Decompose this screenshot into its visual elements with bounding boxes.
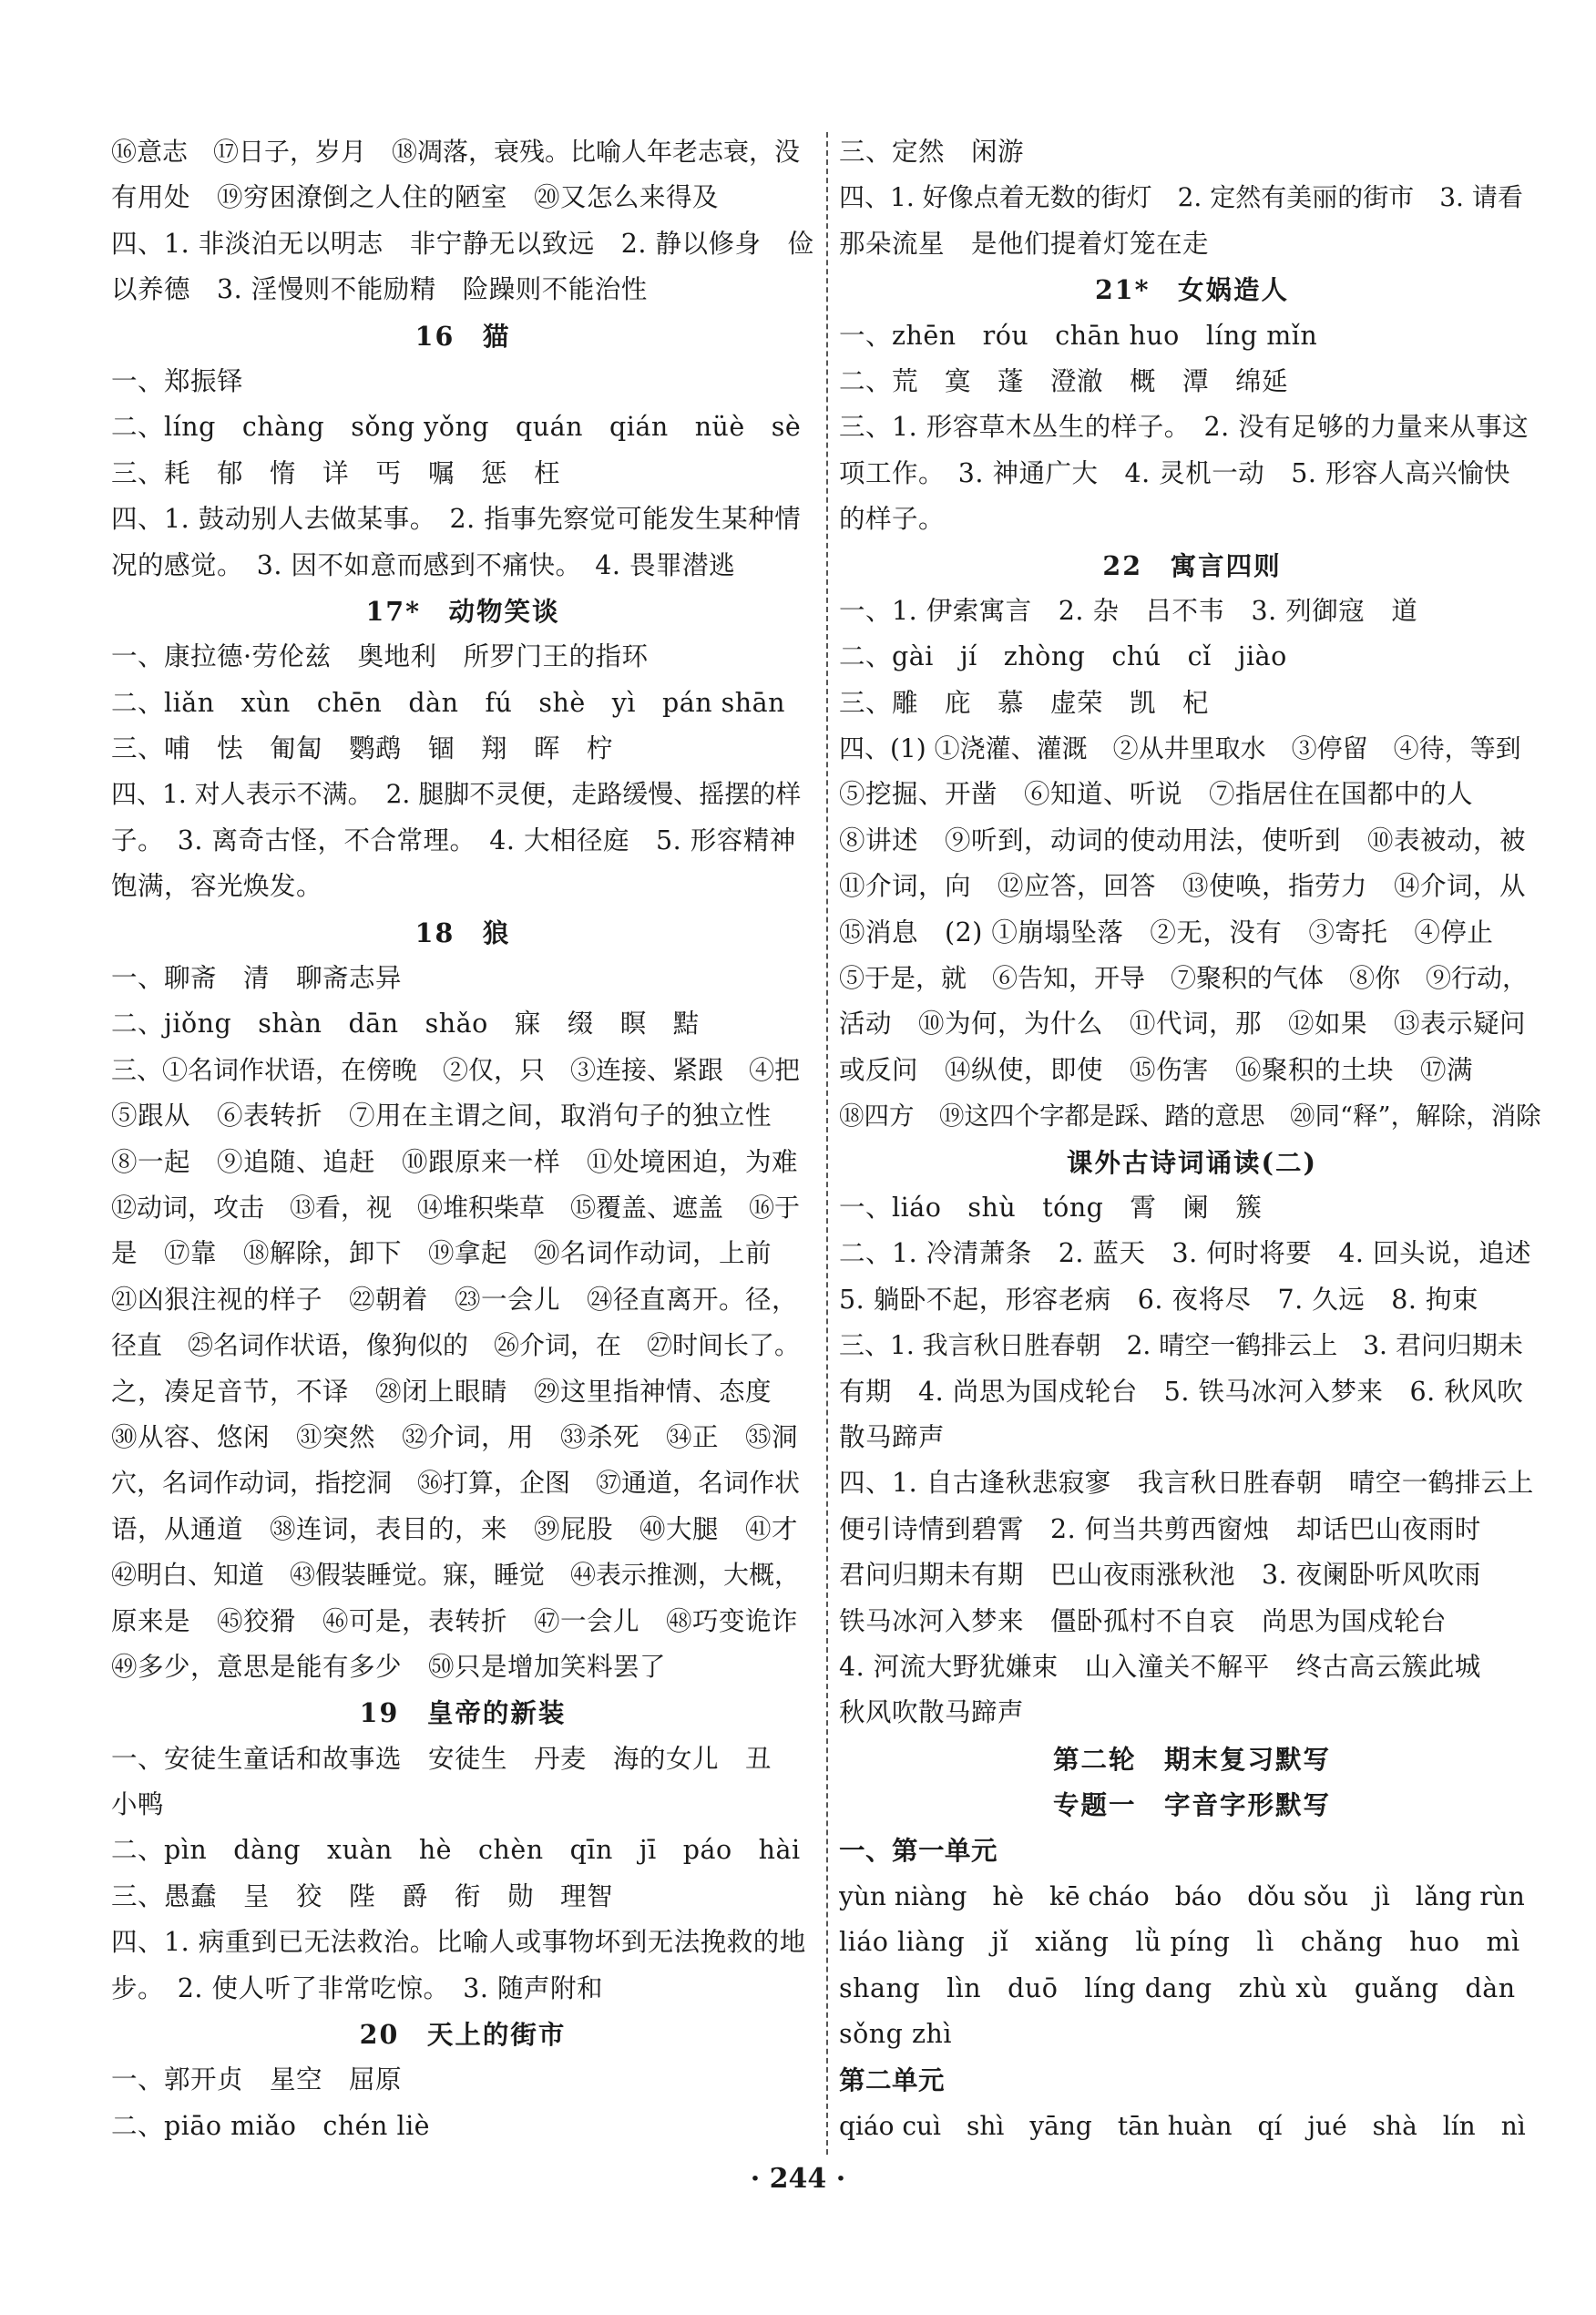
answer-line: 有用处 ⑲穷困潦倒之人住的陋室 ⑳又怎么来得及 xyxy=(111,182,720,213)
answer-line: 一、郑振铎 xyxy=(111,365,244,396)
answer-line: 一、郭开贞 星空 屈原 xyxy=(111,2064,403,2095)
answer-line: 有期 4. 尚思为国戍轮台 5. 铁马冰河入梦来 6. 秋风吹 xyxy=(839,1376,1524,1407)
answer-line: 三、愚蠢 呈 狡 陛 爵 衔 勋 理智 xyxy=(111,1880,614,1911)
answer-line: 四、(1) ①浇灌、灌溉 ②从井里取水 ③停留 ④待，等到 xyxy=(839,733,1521,764)
answer-line: 铁马冰河入梦来 僵卧孤村不自哀 尚思为国戍轮台 xyxy=(839,1605,1448,1636)
answer-line: ⑮消息 (2) ①崩塌坠落 ②无，没有 ③寄托 ④停止 xyxy=(839,917,1494,948)
answer-line: 第二单元 xyxy=(839,2064,946,2096)
answer-line: 二、荒 寞 蓬 澄澈 概 潭 绵延 xyxy=(839,365,1289,396)
answer-line: 项工作。 3. 神通广大 4. 灵机一动 5. 形容人高兴愉快 xyxy=(839,457,1511,488)
answer-line: 活动 ⑩为何，为什么 ⑪代词，那 ⑫如果 ⑬表示疑问 xyxy=(839,1009,1527,1040)
answer-line: ⑱四方 ⑲这四个字都是踩、踏的意思 ⑳同“释”，解除，消除 xyxy=(839,1101,1541,1132)
answer-line: liáo liàng jǐ xiǎng lǜ píng lì chǎng huo mì xyxy=(839,1927,1520,1958)
section-heading: 20 天上的街市 xyxy=(359,2019,567,2051)
column-divider xyxy=(826,132,828,2155)
answer-line: 一、1. 伊索寓言 2. 杂 吕不韦 3. 列御寇 道 xyxy=(839,595,1418,626)
answer-line: 三、1. 我言秋日胜春朝 2. 晴空一鹤排云上 3. 君问归期未 xyxy=(839,1330,1523,1361)
answer-line: ⑪介词，向 ⑫应答，回答 ⑬使唤，指劳力 ⑭介词，从 xyxy=(839,871,1527,902)
answer-line: ㊾多少，意思是能有多少 ㊿只是增加笑料罢了 xyxy=(111,1651,667,1682)
answer-line: 之，凑足音节，不译 ㉘闭上眼睛 ㉙这里指神情、态度 xyxy=(111,1376,772,1407)
answer-line: 饱满，容光焕发。 xyxy=(111,871,323,902)
answer-line: shang lìn duō líng dang zhù xù guǎng dàn xyxy=(839,1972,1516,2003)
answer-line: ⑤于是，就 ⑥告知，开导 ⑦聚积的气体 ⑧你 ⑨行动， xyxy=(839,963,1529,994)
answer-line: 三、1. 形容草木丛生的样子。 2. 没有足够的力量来从事这 xyxy=(839,412,1530,443)
answer-line: 三、雕 庇 慕 虚荣 凯 杞 xyxy=(839,687,1210,718)
answer-line: 君问归期未有期 巴山夜雨涨秋池 3. 夜阑卧听风吹雨 xyxy=(839,1560,1481,1591)
section-heading: 17* 动物笑谈 xyxy=(365,595,560,627)
answer-line: qiáo cuì shì yāng tān huàn qí jué shà lín nì xyxy=(839,2110,1526,2141)
answer-line: 一、liáo shù tóng 霄 阑 簇 xyxy=(839,1192,1263,1223)
answer-line: 况的感觉。 3. 因不如意而感到不痛快。 4. 畏罪潜逃 xyxy=(111,549,736,580)
answer-line: 四、1. 自古逢秋悲寂寥 我言秋日胜春朝 晴空一鹤排云上 xyxy=(839,1468,1534,1499)
answer-line: 5. 躺卧不起，形容老病 6. 夜将尽 7. 久远 8. 拘束 xyxy=(839,1284,1479,1315)
answer-line: 一、第一单元 xyxy=(839,1835,998,1867)
answer-line: ⑤跟从 ⑥表转折 ⑦用在主谓之间，取消句子的独立性 xyxy=(111,1101,772,1132)
answer-line: 一、zhēn róu chān huo líng mǐn xyxy=(839,320,1318,351)
answer-line: 秋风吹散马蹄声 xyxy=(839,1697,1025,1728)
answer-line: 三、①名词作状语，在傍晚 ②仅，只 ③连接、紧跟 ④把 xyxy=(111,1054,801,1085)
answer-line: 二、pìn dàng xuàn hè chèn qīn jī páo hài xyxy=(111,1835,801,1866)
right-column xyxy=(839,129,1545,2149)
answer-line: 一、康拉德·劳伦兹 奥地利 所罗门王的指环 xyxy=(111,641,649,672)
answer-line: 三、定然 闲游 xyxy=(839,137,1025,167)
answer-line: 语，从通道 ㊳连词，表目的，来 ㊴屁股 ㊵大腿 ㊶才 xyxy=(111,1513,799,1544)
answer-line: ⑧讲述 ⑨听到，动词的使动用法，使听到 ⑩表被动，被 xyxy=(839,825,1527,855)
answer-line: ⑤挖掘、开凿 ⑥知道、听说 ⑦指居住在国都中的人 xyxy=(839,779,1474,810)
answer-line: ⑫动词，攻击 ⑬看，视 ⑭堆积柴草 ⑮覆盖、遮盖 ⑯于 xyxy=(111,1192,801,1223)
answer-line: 步。 2. 使人听了非常吃惊。 3. 随声附和 xyxy=(111,1972,604,2003)
section-heading: 21* 女娲造人 xyxy=(1094,274,1290,306)
section-heading: 16 猫 xyxy=(414,320,511,352)
answer-line: ㊷明白、知道 ㊸假装睡觉。寐，睡觉 ㊹表示推测，大概， xyxy=(111,1560,801,1591)
section-heading: 19 皇帝的新装 xyxy=(359,1697,567,1729)
answer-line: sǒng zhì xyxy=(839,2019,952,2050)
answer-line: yùn niàng hè kē cháo báo dǒu sǒu jì lǎng rùn xyxy=(839,1880,1525,1911)
answer-line: 三、耗 郁 惰 详 丐 嘱 惩 枉 xyxy=(111,457,561,488)
answer-line: 二、jiǒng shàn dān shǎo 寐 缀 瞑 黠 xyxy=(111,1009,700,1040)
answer-line: 二、líng chàng sǒng yǒng quán qián nüè sè xyxy=(111,412,802,443)
answer-line: 三、哺 怯 匍匐 鹦鹉 锢 翔 晖 柠 xyxy=(111,733,614,764)
section-heading: 22 寓言四则 xyxy=(1102,549,1282,581)
section-heading: 第二轮 期末复习默写 xyxy=(1052,1743,1331,1775)
answer-line: ㉚从容、悠闲 ㉛突然 ㉜介词，用 ㉝杀死 ㉞正 ㉟洞 xyxy=(111,1421,799,1452)
answer-line: 或反问 ⑭纵使，即使 ⑮伤害 ⑯聚积的土块 ⑰满 xyxy=(839,1054,1474,1085)
answer-line: 二、piāo miǎo chén liè xyxy=(111,2110,431,2141)
answer-line: 的样子。 xyxy=(839,504,946,535)
answer-line: 四、1. 病重到已无法救治。比喻人或事物坏到无法挽救的地 xyxy=(111,1927,806,1958)
answer-line: 散马蹄声 xyxy=(839,1421,946,1452)
section-heading: 课外古诗词诵读(二) xyxy=(1067,1146,1317,1178)
answer-line: 二、1. 冷清萧条 2. 蓝天 3. 何时将要 4. 回头说，追述 xyxy=(839,1238,1532,1269)
answer-line: ⑯意志 ⑰日子，岁月 ⑱凋落，衰残。比喻人年老志衰，没 xyxy=(111,137,801,167)
answer-line: 四、1. 好像点着无数的街灯 2. 定然有美丽的街市 3. 请看 xyxy=(839,182,1523,213)
answer-line: ⑧一起 ⑨追随、追赶 ⑩跟原来一样 ⑪处境困迫，为难 xyxy=(111,1146,799,1177)
answer-line: 一、聊斋 清 聊斋志异 xyxy=(111,963,403,994)
answer-line: 小鸭 xyxy=(111,1789,165,1820)
answer-line: 4. 河流大野犹嫌束 山入潼关不解平 终古高云簇此城 xyxy=(839,1651,1481,1682)
answer-line: 以养德 3. 淫慢则不能励精 险躁则不能治性 xyxy=(111,274,648,305)
answer-line: 穴，名词作动词，指挖洞 ㊱打算，企图 ㊲通道，名词作状 xyxy=(111,1468,801,1499)
page-number: · 244 · xyxy=(750,2163,846,2195)
section-heading: 专题一 字音字形默写 xyxy=(1052,1789,1331,1821)
answer-line: 原来是 ㊺狡猾 ㊻可是，表转折 ㊼一会儿 ㊽巧变诡诈 xyxy=(111,1605,799,1636)
answer-line: 四、1. 鼓动别人去做某事。 2. 指事先察觉可能发生某种情 xyxy=(111,504,802,535)
answer-line: 是 ⑰靠 ⑱解除，卸下 ⑲拿起 ⑳名词作动词，上前 xyxy=(111,1238,772,1269)
answer-line: ㉑凶狠注视的样子 ㉒朝着 ㉓一会儿 ㉔径直离开。径， xyxy=(111,1284,799,1315)
answer-line: 四、1. 对人表示不满。 2. 腿脚不灵便，走路缓慢、摇摆的样 xyxy=(111,779,802,810)
answer-line: 子。 3. 离奇古怪，不合常理。 4. 大相径庭 5. 形容精神 xyxy=(111,825,796,855)
section-heading: 18 狼 xyxy=(414,917,511,948)
left-column xyxy=(111,129,814,2149)
answer-line: 那朵流星 是他们提着灯笼在走 xyxy=(839,228,1210,259)
answer-line: 二、gài jí zhòng chú cǐ jiào xyxy=(839,641,1287,672)
answer-line: 四、1. 非淡泊无以明志 非宁静无以致远 2. 静以修身 俭 xyxy=(111,228,814,259)
answer-line: 便引诗情到碧霄 2. 何当共剪西窗烛 却话巴山夜雨时 xyxy=(839,1513,1481,1544)
answer-line: 径直 ㉕名词作状语，像狗似的 ㉖介词，在 ㉗时间长了。 xyxy=(111,1330,801,1361)
answer-line: 一、安徒生童话和故事选 安徒生 丹麦 海的女儿 丑 xyxy=(111,1743,772,1774)
answer-line: 二、liǎn xùn chēn dàn fú shè yì pán shān xyxy=(111,687,785,718)
